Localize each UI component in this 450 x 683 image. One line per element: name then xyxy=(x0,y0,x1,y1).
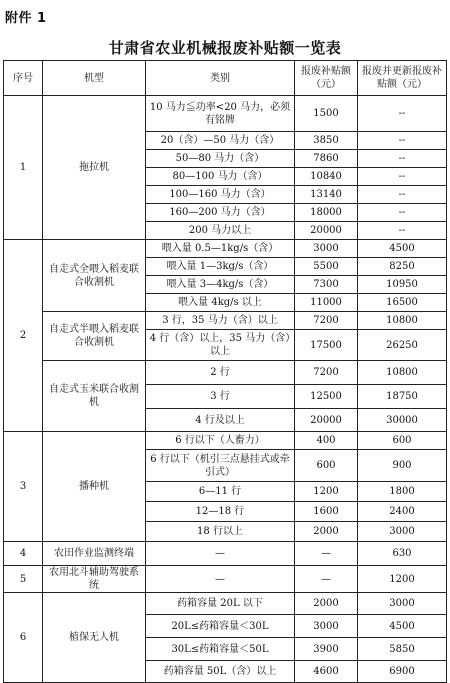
header-row xyxy=(4,61,447,96)
cell-category: 50—80 马力（含） xyxy=(146,150,295,168)
cell-category: 200 马力以上 xyxy=(146,222,295,240)
cell-scrap-subsidy: — xyxy=(295,542,358,566)
cell-category: 喂入量 3—4kg/s（含） xyxy=(146,276,295,294)
cell-scrap-subsidy: 7300 xyxy=(295,276,358,294)
cell-renewal-subsidy: 26250 xyxy=(358,330,447,361)
cell-renewal-subsidy: 10800 xyxy=(358,312,447,330)
cell-scrap-subsidy: 2000 xyxy=(295,593,358,615)
cell-category: 12—18 行 xyxy=(146,502,295,522)
cell-model: 自走式全喂入稻麦联合收割机 xyxy=(43,240,146,312)
cell-category: 药箱容量 20L 以下 xyxy=(146,593,295,615)
cell-renewal-subsidy: -- xyxy=(358,168,447,186)
cell-renewal-subsidy: 18750 xyxy=(358,385,447,409)
cell-seq: 1 xyxy=(4,96,43,240)
table-row xyxy=(4,542,447,566)
cell-scrap-subsidy: 13140 xyxy=(295,186,358,204)
cell-category: 100—160 马力（含） xyxy=(146,186,295,204)
cell-scrap-subsidy: 3900 xyxy=(295,638,358,661)
cell-renewal-subsidy: -- xyxy=(358,132,447,150)
cell-category: 6 行以下（人畜力） xyxy=(146,432,295,450)
cell-scrap-subsidy: 17500 xyxy=(295,330,358,361)
cell-scrap-subsidy: 1500 xyxy=(295,96,358,132)
cell-renewal-subsidy: 10800 xyxy=(358,361,447,385)
cell-seq: 4 xyxy=(4,542,43,566)
cell-renewal-subsidy: 3000 xyxy=(358,522,447,542)
cell-renewal-subsidy: 1200 xyxy=(358,566,447,593)
table-row xyxy=(4,432,447,450)
cell-renewal-subsidy: 900 xyxy=(358,450,447,482)
cell-category: 2 行 xyxy=(146,361,295,385)
header-seq: 序号 xyxy=(4,61,43,96)
cell-scrap-subsidy: 20000 xyxy=(295,409,358,432)
cell-model: 自走式半喂入稻麦联合收割机 xyxy=(43,312,146,361)
attachment-label: 附件 1 xyxy=(5,11,47,26)
cell-renewal-subsidy: 2400 xyxy=(358,502,447,522)
cell-renewal-subsidy: -- xyxy=(358,186,447,204)
table-row xyxy=(4,566,447,593)
cell-renewal-subsidy: 8250 xyxy=(358,258,447,276)
cell-category: 3 行 xyxy=(146,385,295,409)
cell-category: 80—100 马力（含） xyxy=(146,168,295,186)
subsidy-table xyxy=(3,60,447,683)
header-renewal-subsidy: 报废并更新报废补贴额（元） xyxy=(358,61,447,96)
cell-seq: 6 xyxy=(4,593,43,683)
cell-renewal-subsidy: -- xyxy=(358,204,447,222)
cell-category: 3 行，35 马力（含）以上 xyxy=(146,312,295,330)
cell-scrap-subsidy: 5500 xyxy=(295,258,358,276)
table-row xyxy=(4,96,447,132)
cell-category: 6—11 行 xyxy=(146,482,295,502)
cell-renewal-subsidy: 6900 xyxy=(358,661,447,683)
cell-category: 喂入量 0.5—1kg/s（含） xyxy=(146,240,295,258)
cell-model: 农田作业监测终端 xyxy=(43,542,146,566)
cell-model: 自走式玉米联合收割机 xyxy=(43,361,146,432)
cell-scrap-subsidy: 1600 xyxy=(295,502,358,522)
header-category: 类别 xyxy=(146,61,295,96)
cell-category: 6 行以下（机引三点悬挂式或牵引式） xyxy=(146,450,295,482)
cell-category: 4 行（含）以上，35 马力（含）以上 xyxy=(146,330,295,361)
cell-scrap-subsidy: 11000 xyxy=(295,294,358,312)
table-row xyxy=(4,240,447,258)
table-row xyxy=(4,361,447,385)
cell-scrap-subsidy: — xyxy=(295,566,358,593)
cell-scrap-subsidy: 20000 xyxy=(295,222,358,240)
cell-renewal-subsidy: -- xyxy=(358,96,447,132)
cell-scrap-subsidy: 7200 xyxy=(295,312,358,330)
cell-category: 喂入量 4kg/s 以上 xyxy=(146,294,295,312)
cell-model: 播种机 xyxy=(43,432,146,542)
table-row xyxy=(4,593,447,615)
cell-category: 喂入量 1—3kg/s（含） xyxy=(146,258,295,276)
cell-renewal-subsidy: 30000 xyxy=(358,409,447,432)
cell-scrap-subsidy: 18000 xyxy=(295,204,358,222)
table-row xyxy=(4,312,447,330)
cell-scrap-subsidy: 3000 xyxy=(295,615,358,638)
cell-renewal-subsidy: -- xyxy=(358,222,447,240)
cell-scrap-subsidy: 12500 xyxy=(295,385,358,409)
cell-category: 10 马力≦功率<20 马力，必须有铭牌 xyxy=(146,96,295,132)
cell-renewal-subsidy: 16500 xyxy=(358,294,447,312)
cell-scrap-subsidy: 3850 xyxy=(295,132,358,150)
cell-scrap-subsidy: 3000 xyxy=(295,240,358,258)
page-title: 甘肃省农业机械报废补贴额一览表 xyxy=(108,39,342,57)
cell-renewal-subsidy: 3000 xyxy=(358,593,447,615)
cell-scrap-subsidy: 1200 xyxy=(295,482,358,502)
cell-seq: 2 xyxy=(4,240,43,432)
cell-model: 农用北斗辅助驾驶系统 xyxy=(43,566,146,593)
header-model: 机型 xyxy=(43,61,146,96)
cell-renewal-subsidy: 4500 xyxy=(358,615,447,638)
cell-category: 20L≤药箱容量＜30L xyxy=(146,615,295,638)
cell-renewal-subsidy: -- xyxy=(358,150,447,168)
cell-category: 160—200 马力（含） xyxy=(146,204,295,222)
cell-category: 4 行及以上 xyxy=(146,409,295,432)
cell-scrap-subsidy: 10840 xyxy=(295,168,358,186)
cell-renewal-subsidy: 5850 xyxy=(358,638,447,661)
cell-model: 植保无人机 xyxy=(43,593,146,683)
cell-category: — xyxy=(146,566,295,593)
header-scrap-subsidy: 报废补贴额（元） xyxy=(295,61,358,96)
cell-seq: 3 xyxy=(4,432,43,542)
cell-renewal-subsidy: 1800 xyxy=(358,482,447,502)
cell-renewal-subsidy: 4500 xyxy=(358,240,447,258)
cell-renewal-subsidy: 600 xyxy=(358,432,447,450)
cell-scrap-subsidy: 7860 xyxy=(295,150,358,168)
cell-category: 30L≤药箱容量＜50L xyxy=(146,638,295,661)
cell-renewal-subsidy: 630 xyxy=(358,542,447,566)
cell-scrap-subsidy: 400 xyxy=(295,432,358,450)
cell-scrap-subsidy: 4600 xyxy=(295,661,358,683)
cell-category: 20（含）—50 马力（含） xyxy=(146,132,295,150)
cell-category: — xyxy=(146,542,295,566)
cell-category: 药箱容量 50L（含）以上 xyxy=(146,661,295,683)
cell-scrap-subsidy: 600 xyxy=(295,450,358,482)
cell-model: 拖拉机 xyxy=(43,96,146,240)
cell-scrap-subsidy: 7200 xyxy=(295,361,358,385)
cell-category: 18 行以上 xyxy=(146,522,295,542)
cell-seq: 5 xyxy=(4,566,43,593)
cell-renewal-subsidy: 10950 xyxy=(358,276,447,294)
cell-scrap-subsidy: 2000 xyxy=(295,522,358,542)
